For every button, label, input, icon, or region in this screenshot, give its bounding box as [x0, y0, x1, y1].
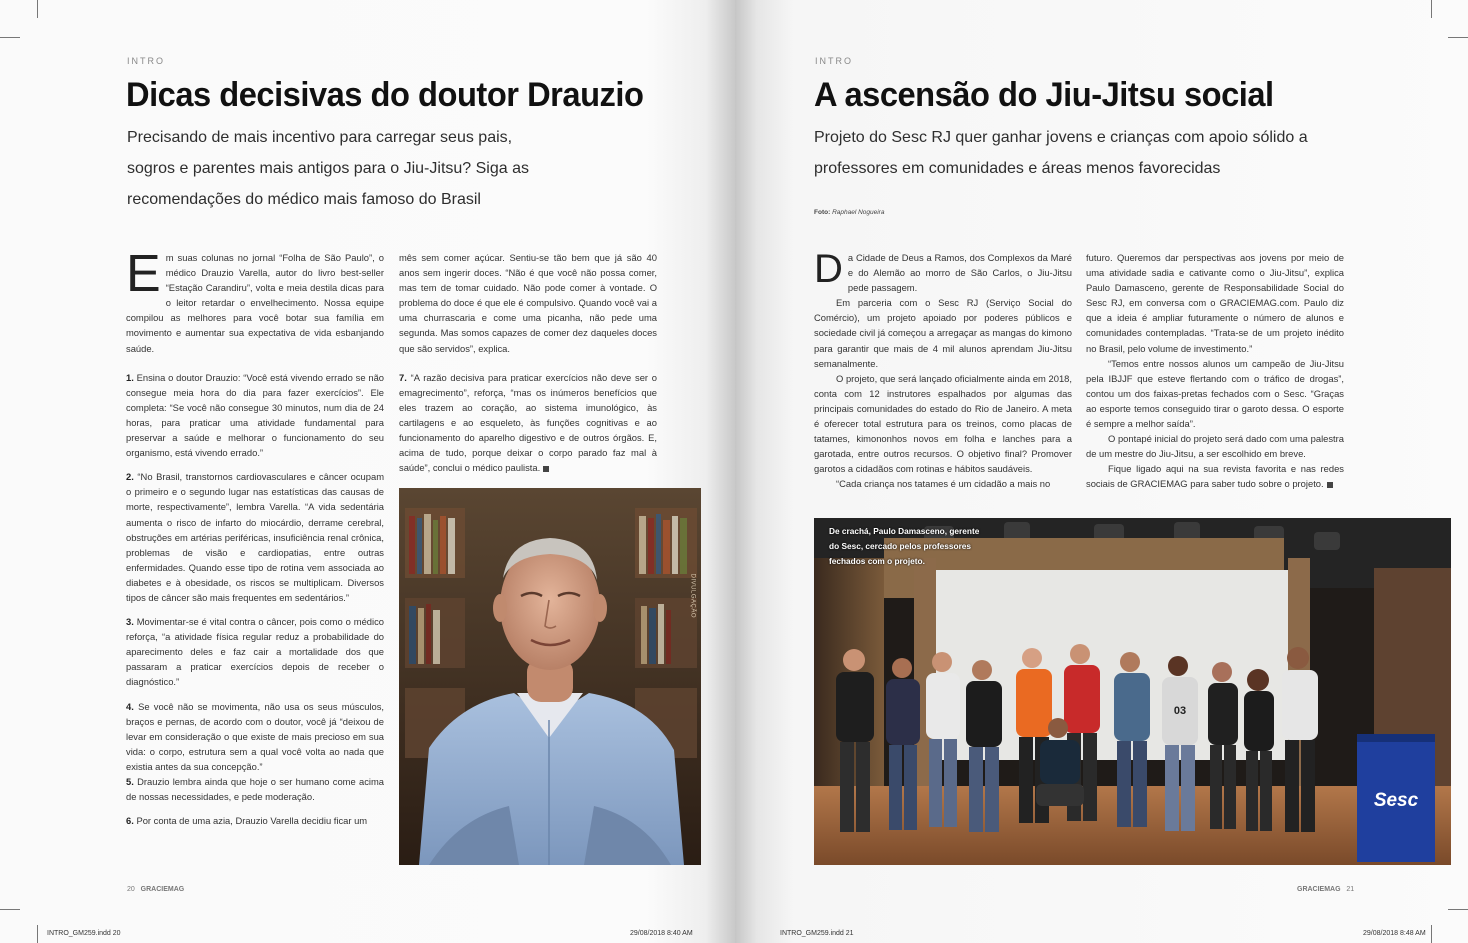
paragraph: a Cidade de Deus a Ramos, dos Complexos da Maré e do Alemão ao morro de São Carlos, o Jiu-Jitsu pede passagem.	[847, 252, 1072, 294]
drauzio-photo	[399, 488, 701, 865]
shirt-number: 03	[1173, 705, 1187, 717]
photo-credit	[814, 209, 884, 216]
paragraph: “Cada criança nos tatames é um cidadão a mais no	[836, 478, 1051, 490]
magazine-name: GRACIEMAG	[1297, 886, 1341, 893]
paragraph: Em parceria com o Sesc RJ (Serviço Social do Comércio), um projeto apoiado por poderes públicos e sociedade civil já começou a arregaçar as mangas do kimono para garantir que mais de 4 mil alunos aprendam Jiu-Jitsu semanalmente.	[814, 297, 1072, 369]
paragraph: futuro. Queremos dar perspectivas aos jovens por meio de uma atividade sadia e cativante como o Jiu-Jitsu”, explica Paulo Damasceno, gerente de Responsabilidade Social do Sesc RJ, em conversa com o GRACIEMAG.com. Paulo diz que a ideia é ampliar futuramente o número de alunos e comunidades contempladas. “Trata-se de um projeto inédito no Brasil, pelo volume de investimento.”	[1086, 252, 1344, 354]
paragraph: O projeto, que será lançado oficialmente ainda em 2018, conta com 12 instrutores espalhados por algumas das principais comunidades do estado do Rio de Janeiro. A meta é oferecer total estrutura para os treinos, como placas de tatames, kimononhos novos em folha e lanches para a garotada, entre outros recursos. O objetivo final? Promover garotos a cidadãos com rotinas e hábitos saudáveis.	[814, 372, 1072, 475]
file-date: 29/08/2018 8:48 AM	[1363, 930, 1426, 937]
file-slug: INTRO_GM259.indd 20	[47, 930, 121, 937]
file-slug: INTRO_GM259.indd 21	[780, 930, 854, 937]
list-number: 1.	[126, 371, 134, 383]
list-number: 6.	[126, 815, 134, 827]
group-photo	[814, 518, 1451, 865]
drop-cap: D	[814, 247, 843, 291]
paragraph: O pontapé inicial do projeto será dado com uma palestra de um mestre do Jiu-Jitsu, a ser escolhido em breve.	[1086, 433, 1344, 460]
list-number: 3.	[126, 616, 134, 628]
end-mark-icon	[543, 466, 549, 472]
group-photo-illustration	[814, 518, 1451, 865]
article-dek	[814, 122, 1374, 184]
right-page	[735, 0, 1468, 943]
dek-line: Projeto do Sesc RJ quer ganhar jovens e crianças com apoio sólido a	[814, 129, 1308, 146]
body-column-1	[814, 247, 1072, 492]
dek-line: sogros e parentes mais antigos para o Jiu-Jitsu? Siga as	[127, 160, 529, 177]
paragraph: Fique ligado aqui na sua revista favorita e nas redes sociais de GRACIEMAG para saber tudo sobre o projeto.	[1086, 463, 1344, 490]
intro-paragraph: m suas colunas no jornal “Folha de São Paulo”, o médico Drauzio Varella, autor do livro best-seller “Estação Carandiru”, volta e meia destila dicas para o leitor retardar o envelhecimento. Nossa equipe compilou as melhores para você botar sua família em movimento e aumentar sua expectativa de vida esbanjando saúde.	[126, 252, 384, 354]
photo-credit-vertical: DIVULGAÇÃO	[689, 573, 695, 618]
crop-mark	[0, 37, 20, 38]
dek-line: Precisando de mais incentivo para carregar seus pais,	[127, 129, 513, 146]
dek-line: professores em comunidades e áreas menos favorecidas	[814, 160, 1221, 177]
photo-caption: De crachá, Paulo Damasceno, gerente do Sesc, cercado pelos professores fechados com o projeto.	[829, 526, 980, 566]
list-number: 5.	[126, 776, 134, 787]
crop-mark	[37, 925, 38, 943]
article-headline: A ascensão do Jiu-Jitsu social	[814, 76, 1274, 114]
credit-name: Raphael Nogueira	[832, 209, 885, 216]
portrait-illustration	[399, 488, 701, 865]
body-column-2	[399, 250, 657, 484]
file-date: 29/08/2018 8:40 AM	[630, 930, 693, 937]
crop-mark	[37, 0, 38, 18]
magazine-name: GRACIEMAG	[140, 886, 185, 893]
continued-paragraph: mês sem comer açúcar. Sentiu-se tão bem que já são 40 anos sem ingerir doces. “Não é que você não possa comer, mas tem de tomar cuidado. Não pode comer à vontade. O problema do doce é que ele é compulsivo. Quando você vai a uma churrascaria e come uma picanha, não pede uma segunda. Mas somos capazes de comer dez daqueles doces que são servidos”, explica.	[399, 252, 657, 354]
page-number: 21	[1346, 886, 1355, 893]
page-folio	[127, 886, 184, 893]
list-item: “A razão decisiva para praticar exercícios não deve ser o emagrecimento”, reforça, “mas os inúmeros benefícios que eles trazem ao coração, ao sistema imunológico, às cartilagens e ao esqueleto, às funções cognitivas e ao funcionamento do aparelho digestivo e de outros órgãos. E, acima de tudo, porque deixar o corpo parado faz mal à saúde”, conclui o médico paulista.	[399, 371, 657, 474]
article-headline: Dicas decisivas do doutor Drauzio	[126, 76, 644, 114]
list-item: Se você não se movimenta, não usa os seus músculos, braços e pernas, de acordo com o doutor, você já “deixou de levar em consideração o que existe de mais precioso em sua vida: o corpo, estrutura sem a qual você volta ao nada que existia antes da sua concepção.”	[126, 700, 385, 772]
crop-mark	[1448, 37, 1468, 38]
paragraph: “Temos entre nossos alunos um campeão de Jiu-Jitsu pela IBJJF que esteve flertando com o tráfico de drogas”, contou um dos faixas-pretas fechados com o Sesc. “Graças ao esporte temos conseguido tirar o garoto dessa. O esporte é sempre a melhor saída”.	[1086, 357, 1344, 430]
body-column-1	[126, 245, 385, 837]
list-item: Drauzio lembra ainda que hoje o ser humano come acima de nossas necessidades, e pede moderação.	[126, 776, 384, 803]
crop-mark	[0, 909, 20, 910]
article-dek	[127, 122, 587, 215]
end-mark-icon	[1327, 482, 1333, 488]
list-number: 7.	[399, 371, 407, 383]
sesc-banner-text: Sesc	[1373, 790, 1419, 811]
credit-label: Foto:	[814, 209, 831, 216]
list-number: 2.	[126, 471, 134, 483]
list-number: 4.	[126, 700, 134, 712]
section-label: INTRO	[127, 56, 165, 66]
crop-mark	[1431, 0, 1432, 18]
list-item: Ensina o doutor Drauzio: “Você está vivendo errado se não consegue meia hora do dia para fazer exercícios”. Ele completa: “Se você não consegue 30 minutos, num dia de 24 horas, para praticar uma atividade fundamental para preservar a saúde e melhorar o funcionamento do seu organismo, está vivendo errado.”	[126, 371, 385, 459]
body-column-2	[1086, 250, 1344, 492]
list-item: Por conta de uma azia, Drauzio Varella decidiu ficar um	[136, 815, 368, 827]
list-item: Movimentar-se é vital contra o câncer, pois como o médico reforça, “a atividade física regular reduz a probabilidade do aparecimento deles e faz cair a mortalidade dos que passaram a praticar exercícios depois de receber o diagnóstico.”	[126, 616, 384, 688]
page-number: 20	[127, 886, 135, 893]
dek-line: recomendações do médico mais famoso do Brasil	[127, 191, 481, 208]
drop-cap: E	[126, 245, 161, 303]
page-folio	[1297, 886, 1354, 893]
crop-mark	[1448, 909, 1468, 910]
list-item: “No Brasil, transtornos cardiovasculares e câncer ocupam o primeiro e o segundo lugar nas estatísticas das causas de morte, respectivamente”, lembra Varella. “A vida sedentária aumenta o risco de infarto do miocárdio, derrame cerebral, obstruções em artérias periféricas, insuficiência renal crônica, problemas de visão e cardiopatias, entre outras enfermidades. Quando esse tipo de rotina vem associada ao diabetes e à obesidade, os riscos se multiplicam. Diversos tipos de câncer são mais frequentes em sedentários.”	[126, 471, 385, 603]
crop-mark	[1431, 925, 1432, 943]
section-label: INTRO	[815, 56, 853, 66]
